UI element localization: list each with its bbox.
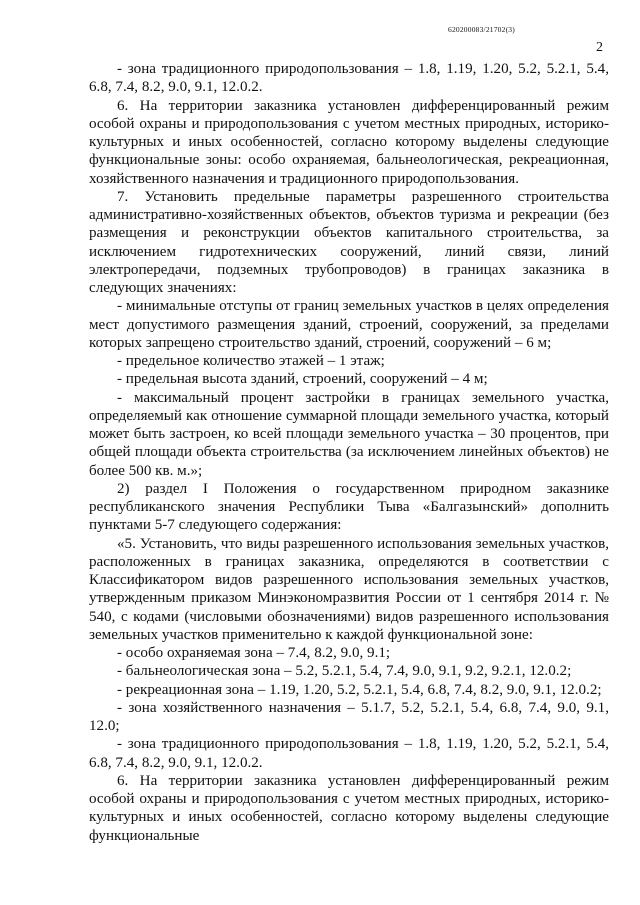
paragraph-zone-balneological: - бальнеологическая зона – 5.2, 5.2.1, 5.4, 7.4, 9.0, 9.1, 9.2, 9.2.1, 12.0.2;	[117, 663, 572, 680]
paragraph-7-parameters: 7. Установить предельные параметры разрешенного строительства административно-хозяйственных объектов, объектов туризма и рекреации (без размещения и реконструкции объектов капитального строительства, за исключением гидротехнических сооружений, линий связи, линий электропередачи, подземных трубопроводов) в границах заказника в следующих значениях:	[89, 188, 609, 296]
paragraph-max-height: - предельная высота зданий, строений, сооружений – 4 м;	[117, 371, 488, 388]
paragraph-max-coverage: - максимальный процент застройки в границах земельного участка, определяемый как отношение суммарной площади земельного участка, который может быть застроен, ко всей площади земельного участка – 30 процентов, при общей площади объекта строительства (за исключением линейных объектов) не более 500 кв. м.»;	[89, 389, 609, 479]
paragraph-section-amendment: 2) раздел I Положения о государственном природном заказнике республиканского значения Республики Тыва «Балгазынский» дополнить пунктами 5-7 следующего содержания:	[89, 480, 609, 534]
paragraph-6-regime-continued: 6. На территории заказника установлен дифференцированный режим особой охраны и природопользования с учетом местных природных, историко-культурных и иных особенностей, согласно которому выделены следующие функциональные	[89, 772, 609, 844]
paragraph-zone-traditional-1: - зона традиционного природопользования – 1.8, 1.19, 1.20, 5.2, 5.2.1, 5.4, 6.8, 7.4, 8.2, 9.0, 9.1, 12.0.2.	[89, 61, 609, 96]
document-code: 620200083/21702(3)	[448, 25, 515, 34]
paragraph-zone-protected: - особо охраняемая зона – 7.4, 8.2, 9.0, 9.1;	[117, 645, 391, 661]
paragraph-zone-recreational: - рекреационная зона – 1.19, 1.20, 5.2, 5.2.1, 5.4, 6.8, 7.4, 8.2, 9.0, 9.1, 12.0.2;	[117, 681, 602, 698]
document-body	[89, 60, 609, 845]
paragraph-min-setbacks: - минимальные отступы от границ земельных участков в целях определения мест допустимого размещения зданий, строений, сооружений, за пределами которых запрещено строительство зданий, строений, сооружений – 6 м;	[89, 298, 609, 351]
page-number: 2	[596, 40, 603, 55]
paragraph-max-floors: - предельное количество этажей – 1 этаж;	[117, 353, 385, 369]
paragraph-zone-economic: - зона хозяйственного назначения – 5.1.7, 5.2, 5.2.1, 5.4, 6.8, 7.4, 9.0, 9.1, 12.0;	[89, 699, 609, 734]
paragraph-6-regime: 6. На территории заказника установлен дифференцированный режим особой охраны и природопользования с учетом местных природных, историко-культурных и иных особенностей, согласно которому выделены следующие функциональные зоны: особо охраняемая, бальнеологическая, рекреационная, хозяйственного назначения и традиционного природопользования.	[89, 97, 609, 187]
paragraph-zone-traditional-2: - зона традиционного природопользования – 1.8, 1.19, 1.20, 5.2, 5.2.1, 5.4, 6.8, 7.4, 8.2, 9.0, 9.1, 12.0.2.	[89, 736, 609, 771]
paragraph-5-land-use: «5. Установить, что виды разрешенного использования земельных участков, расположенных в границах заказника, определяются в соответствии с Классификатором видов разрешенного использования земельных участков, утвержденным приказом Минэкономразвития России от 1 сентября 2014 г. № 540, с кодами (числовыми обозначениями) видов разрешенного использования земельных участков применительно к каждой функциональной зоне:	[89, 535, 609, 643]
